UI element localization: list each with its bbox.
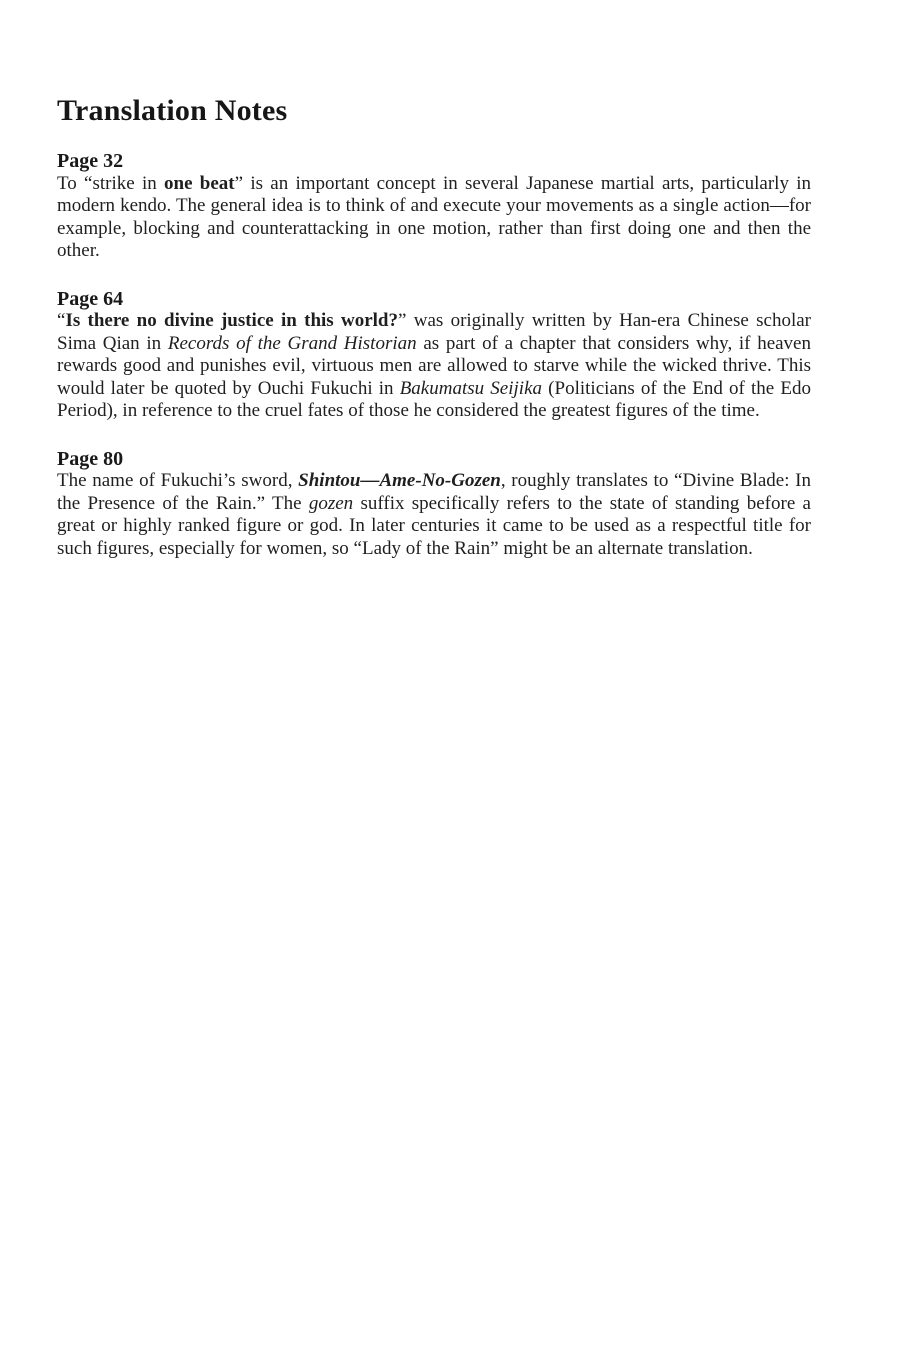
note-paragraph: The name of Fukuchi’s sword, Shintou—Ame-No-Gozen, roughly translates to “Divine Blade: In the Presence of the Rain.” The gozen suffix specifically refers to the state of standing before a great or highly ranked figure or god. In later centuries it came to be used as a respectful title for such figures, especially for women, so “Lady of the Rain” might be an alternate translation.	[57, 470, 811, 559]
note-section-page-64	[57, 288, 811, 423]
note-paragraph: To “strike in one beat” is an important concept in several Japanese martial arts, particularly in modern kendo. The general idea is to think of and execute your movements as a single action—for example, blocking and counterattacking in one motion, rather than first doing one and then the other.	[57, 172, 812, 261]
note-section-page-32	[57, 150, 811, 263]
note-heading: Page 64	[57, 287, 124, 310]
note-paragraph: “Is there no divine justice in this world?” was originally written by Han-era Chinese scholar Sima Qian in Records of the Grand Historian as part of a chapter that considers why, if heaven rewards good and punishes evil, virtuous men are allowed to starve while the wicked thrive. This would later be quoted by Ouchi Fukuchi in Bakumatsu Seijika (Politicians of the End of the Edo Period), in reference to the cruel fates of those he considered the greatest figures of the time.	[57, 310, 812, 421]
page-title: Translation Notes	[57, 94, 288, 127]
note-section-page-80	[57, 448, 811, 561]
note-heading: Page 32	[57, 150, 124, 172]
note-heading: Page 80	[57, 447, 124, 470]
